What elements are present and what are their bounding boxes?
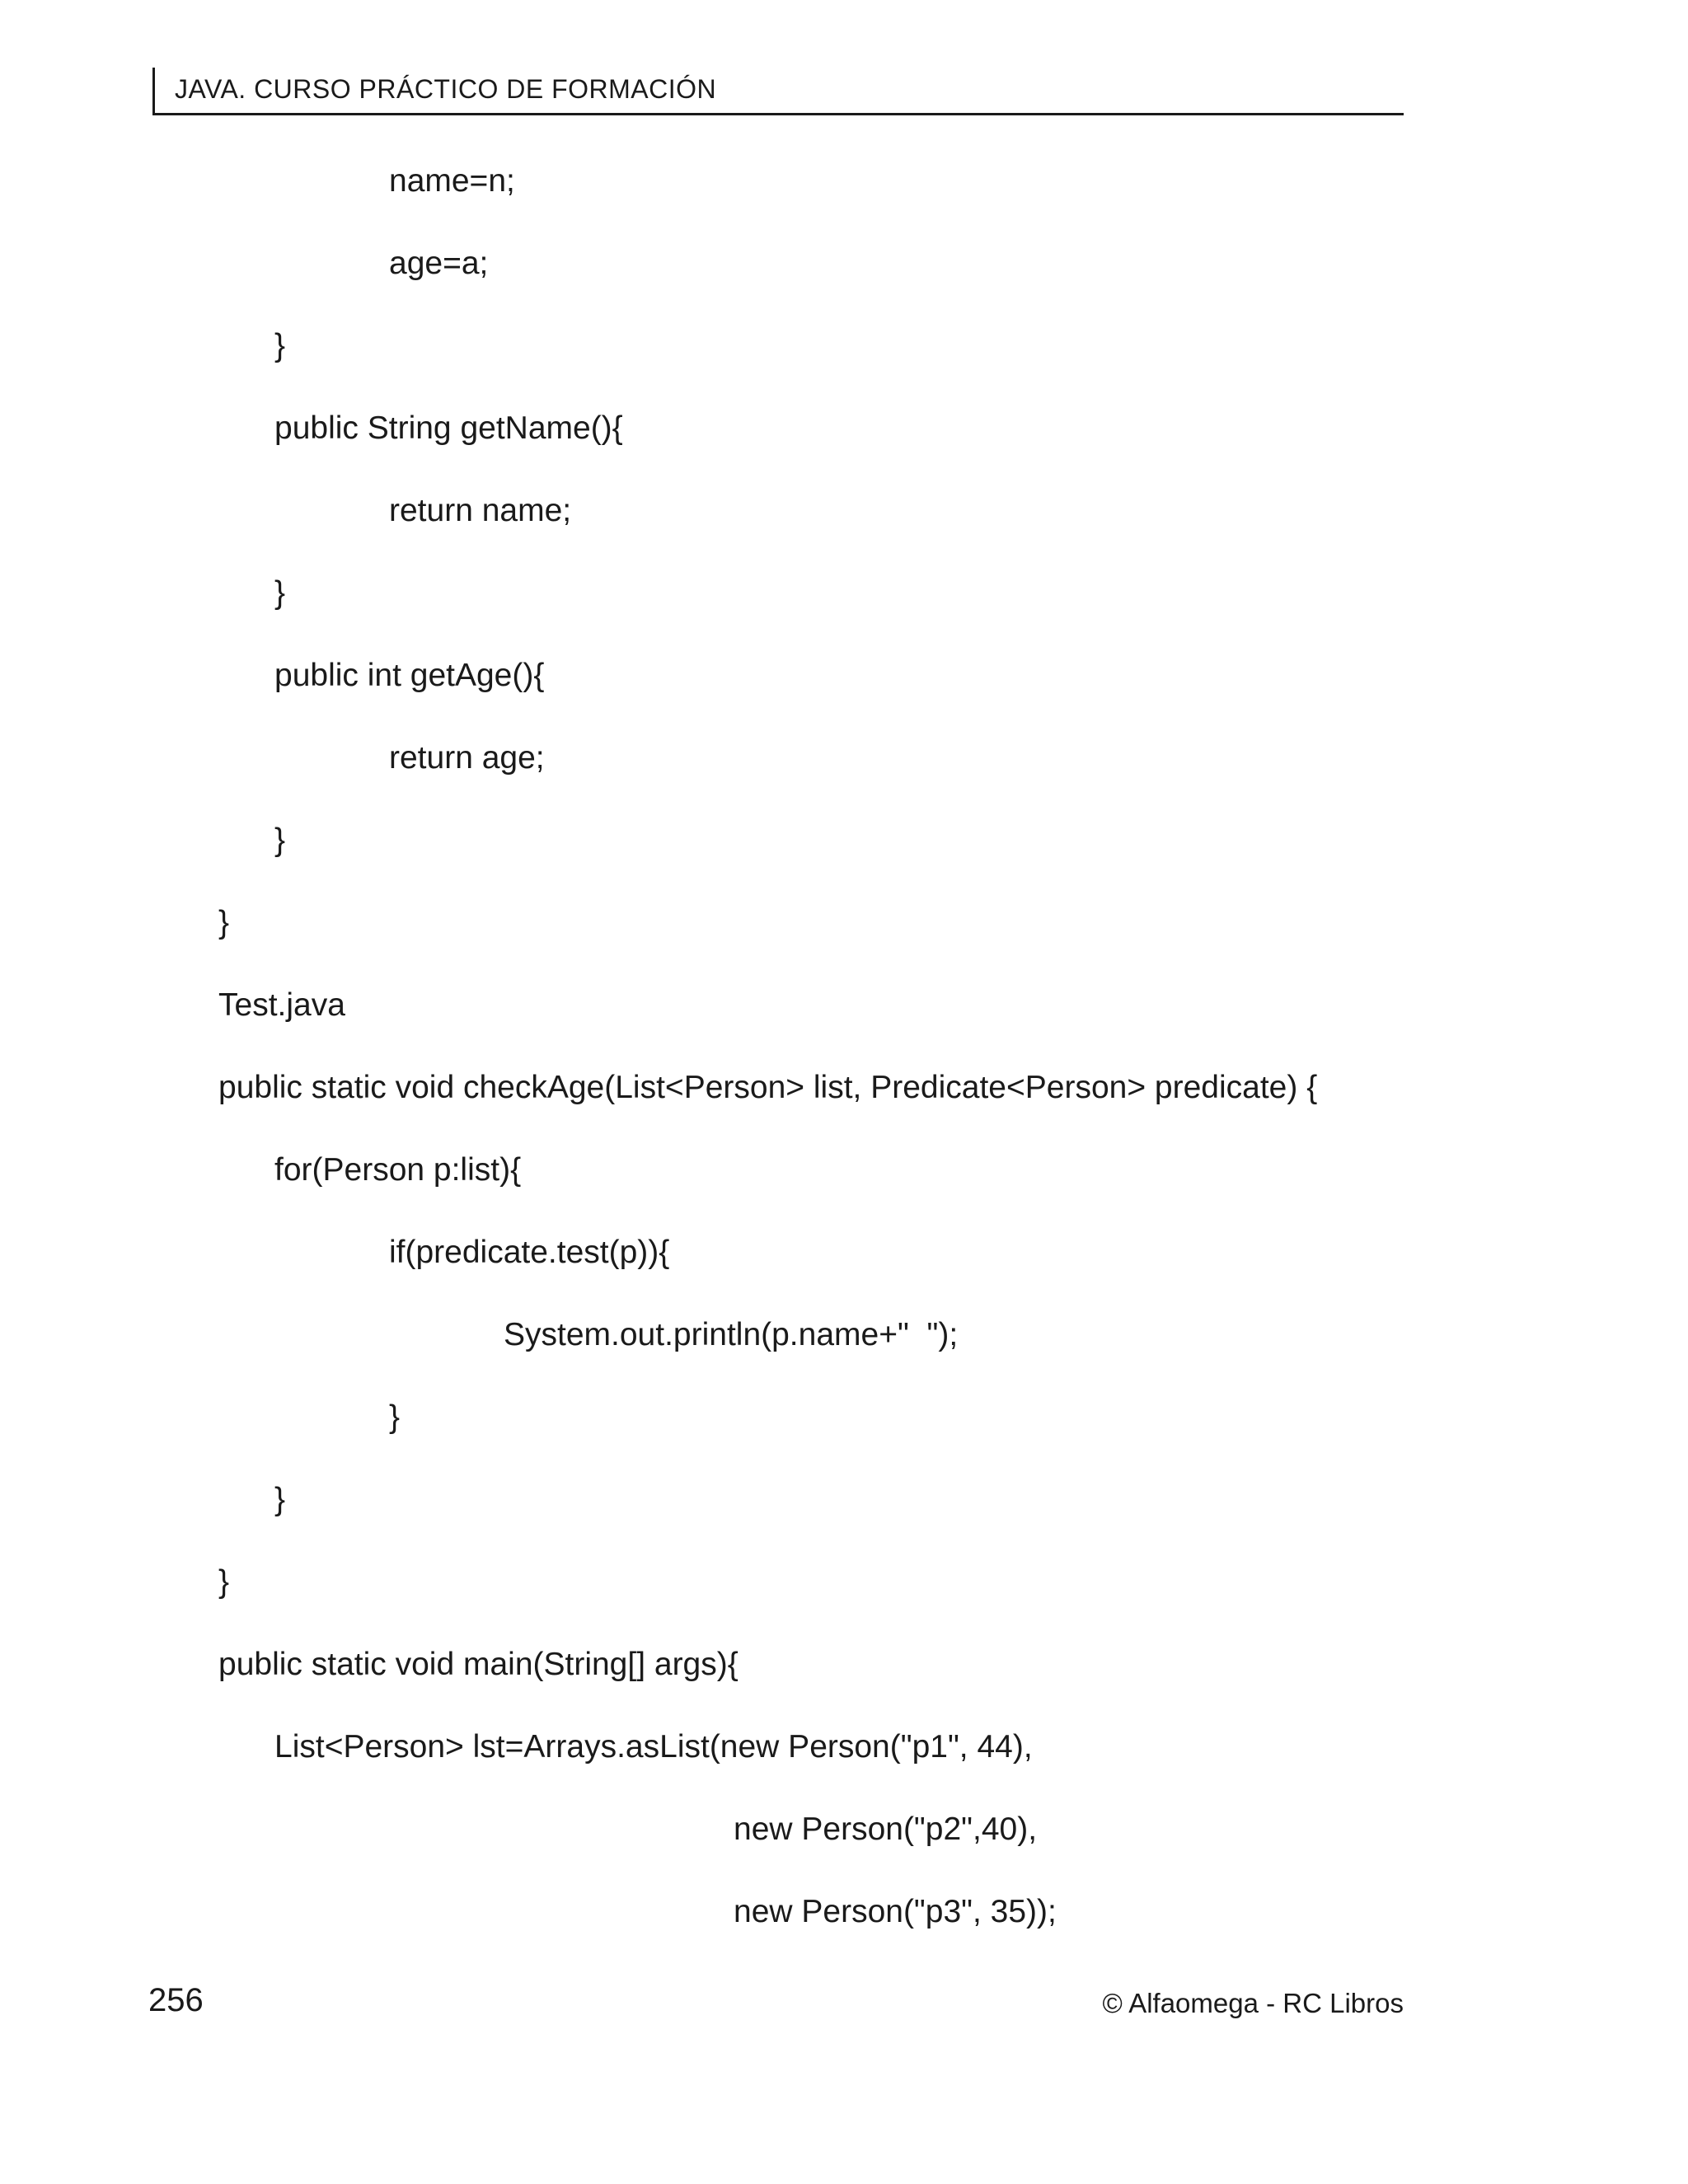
- code-line: return age;: [389, 740, 545, 776]
- code-line: }: [389, 1399, 401, 1435]
- code-line: }: [274, 1482, 286, 1517]
- code-line: if(predicate.test(p)){: [389, 1235, 670, 1270]
- page-number: 256: [148, 1982, 204, 2018]
- code-line: public static void checkAge(List<Person> list, Predicate<Person> predicate) {: [218, 1070, 1318, 1105]
- code-line: }: [218, 1564, 230, 1600]
- code-line: new Person("p3", 35));: [734, 1894, 1057, 1929]
- code-line: age=a;: [389, 246, 489, 281]
- header-vertical-rule: [152, 68, 155, 115]
- code-line: Test.java: [218, 987, 345, 1023]
- code-line: }: [218, 905, 230, 940]
- running-header: JAVA. CURSO PRÁCTICO DE FORMACIÓN: [175, 74, 717, 104]
- code-line: }: [274, 823, 286, 858]
- code-line: public int getAge(){: [274, 658, 545, 693]
- code-line: for(Person p:list){: [274, 1152, 522, 1188]
- code-line: public String getName(){: [274, 410, 623, 446]
- code-line: }: [274, 575, 286, 611]
- copyright-notice: © Alfaomega - RC Libros: [1102, 1988, 1404, 2018]
- code-line: System.out.println(p.name+" ");: [504, 1317, 959, 1352]
- code-line: new Person("p2",40),: [734, 1811, 1038, 1847]
- code-line: return name;: [389, 493, 572, 528]
- code-line: List<Person> lst=Arrays.asList(new Person("p1", 44),: [274, 1729, 1033, 1765]
- header-horizontal-rule: [152, 113, 1404, 115]
- code-line: name=n;: [389, 163, 515, 199]
- code-line: public static void main(String[] args){: [218, 1647, 738, 1682]
- code-line: }: [274, 328, 286, 363]
